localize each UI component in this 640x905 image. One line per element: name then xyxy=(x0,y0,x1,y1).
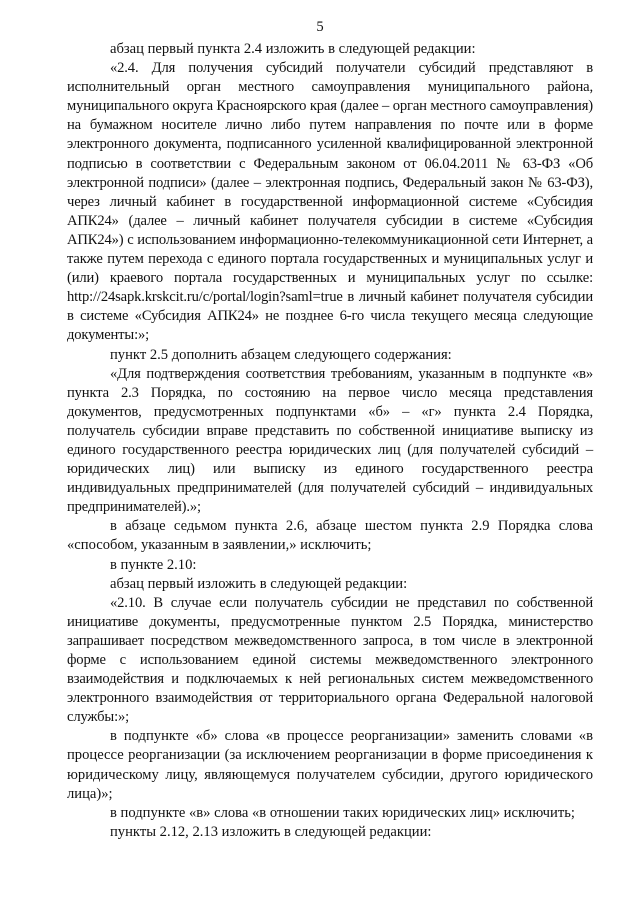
paragraph: в пункте 2.10: xyxy=(110,556,197,573)
paragraph: «2.10. В случае если получатель субсидии не представил по собственной инициативе документы, предусмотренные пунктом 2.5 Порядка, министерство запрашивает посредством межведомственного запроса, в том числе в электронной форме с использованием единой системы межведомственного электронного взаимодействия и подключаемых к ней региональных систем межведомственного электронного взаимодействия от территориального органа Федеральной налоговой службы:»; xyxy=(67,594,593,726)
paragraph: «2.4. Для получения субсидий получатели субсидий представляют в исполнительный орган местного самоуправления муниципального района, муниципального округа Красноярского края (далее – орган местного самоуправления) на бумажном носителе лично либо путем направления по почте или в форме электронного документа, подписанного усиленной квалифицированной электронной подписью в соответствии с Федеральным законом от 06.04.2011 № 63-ФЗ «Об электронной подписи» (далее – электронная подпись, Федеральный закон № 63-ФЗ), через личный кабинет в государственной информационной системе «Субсидия АПК24» (далее – личный кабинет получателя субсидии в системе «Субсидия АПК24») с использованием информационно-телекоммуникационной сети Интернет, а также путем перехода с единого портала государственных и муниципальных услуг и (или) краевого портала государственных и муниципальных услуг по ссылке: http://24sapk.krskcit.ru/c/portal/login?saml=true в личный кабинет получателя субсидии в системе «Субсидия АПК24» не позднее 6-го числа текущего месяца следующие документы:»; xyxy=(67,60,593,344)
page-number: 5 xyxy=(316,19,324,35)
paragraph: пункт 2.5 дополнить абзацем следующего содержания: xyxy=(110,346,452,363)
paragraph: «Для подтверждения соответствия требованиям, указанным в подпункте «в» пункта 2.3 Порядка, по состоянию на первое число месяца представления документов, предусмотренных подпунктами «б» – «г» пункта 2.4 Порядка, получатель субсидии вправе представить по собственной инициативе выписку из единого государственного реестра юридических лиц (для получателей субсидий – юридических лиц) или выписку из единого государственного реестра индивидуальных предпринимателей (для получателей субсидий – индивидуальных предпринимателей).»; xyxy=(67,365,593,516)
paragraph: в абзаце седьмом пункта 2.6, абзаце шестом пункта 2.9 Порядка слова «способом, указанным в заявлении,» исключить; xyxy=(67,518,593,554)
document-body xyxy=(67,40,593,842)
paragraph: абзац первый изложить в следующей редакции: xyxy=(110,575,408,592)
paragraph: пункты 2.12, 2.13 изложить в следующей редакции: xyxy=(110,823,432,840)
paragraph: абзац первый пункта 2.4 изложить в следующей редакции: xyxy=(110,41,476,57)
paragraph: в подпункте «в» слова «в отношении таких юридических лиц» исключить; xyxy=(110,804,575,821)
paragraph: в подпункте «б» слова «в процессе реорганизации» заменить словами «в процессе реорганизации (за исключением реорганизации в форме присоединения к юридическому лицу, являющемуся получателем субсидии, другого юридического лица)»; xyxy=(67,728,593,802)
